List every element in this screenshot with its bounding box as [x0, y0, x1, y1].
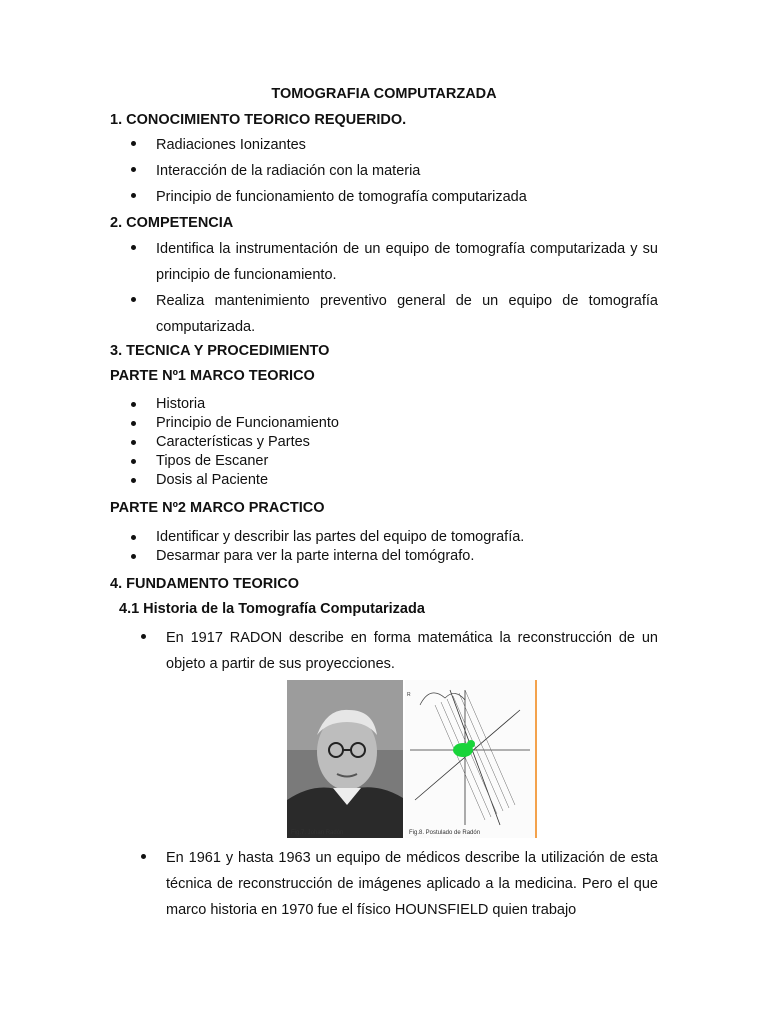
list-item: Desarmar para ver la parte interna del tomógrafo. [130, 547, 650, 566]
section-4-heading: 4. FUNDAMENTO TEORICO [110, 576, 300, 592]
section-1-list [130, 132, 660, 210]
history-list-1 [140, 625, 658, 677]
section-3-heading: 3. TECNICA Y PROCEDIMIENTO [110, 343, 330, 359]
list-item: Radiaciones Ionizantes [130, 132, 660, 158]
section-1-heading: 1. CONOCIMIENTO TEORICO REQUERIDO. [110, 112, 407, 128]
part-2-list [130, 528, 650, 566]
list-item: Características y Partes [130, 433, 650, 452]
list-item: Identifica la instrumentación de un equipo de tomografía computarizada y su principio de funcionamiento. [130, 236, 658, 288]
radon-portrait-image [287, 680, 403, 838]
list-item: En 1961 y hasta 1963 un equipo de médicos describe la utilización de esta técnica de reconstrucción de imágenes aplicado a la medicina. Pero el que marco historia en 1970 fue el físico HOUNSFIELD quien trabajo [140, 845, 658, 923]
caption-left: Fig.7. Johan Radón [291, 830, 344, 836]
section-2-list [130, 236, 658, 340]
svg-text:R: R [407, 692, 411, 698]
list-item: Dosis al Paciente [130, 471, 650, 490]
section-2-heading: 2. COMPETENCIA [110, 215, 234, 231]
list-item: Historia [130, 395, 650, 414]
caption-right: Fig.8. Postulado de Radón [409, 830, 481, 836]
part-1-list [130, 395, 650, 490]
list-item: En 1917 RADON describe en forma matemática la reconstrucción de un objeto a partir de sus proyecciones. [140, 625, 658, 677]
list-item: Principio de Funcionamiento [130, 414, 650, 433]
list-item: Interacción de la radiación con la materia [130, 158, 660, 184]
part-2-heading: PARTE Nº2 MARCO PRACTICO [110, 500, 325, 516]
part-1-heading: PARTE Nº1 MARCO TEORICO [110, 368, 315, 384]
list-item: Tipos de Escaner [130, 452, 650, 471]
list-item: Realiza mantenimiento preventivo general de un equipo de tomografía computarizada. [130, 288, 658, 340]
list-item: Identificar y describir las partes del equipo de tomografía. [130, 528, 650, 547]
list-item: Principio de funcionamiento de tomografía computarizada [130, 184, 660, 210]
radon-figure [287, 680, 537, 838]
document-title: TOMOGRAFIA COMPUTARZADA [271, 86, 497, 102]
radon-postulate-diagram [405, 680, 535, 838]
section-4-1-heading: 4.1 Historia de la Tomografía Computarizada [119, 601, 425, 617]
history-list-2 [140, 845, 658, 923]
figure-border [535, 680, 537, 838]
